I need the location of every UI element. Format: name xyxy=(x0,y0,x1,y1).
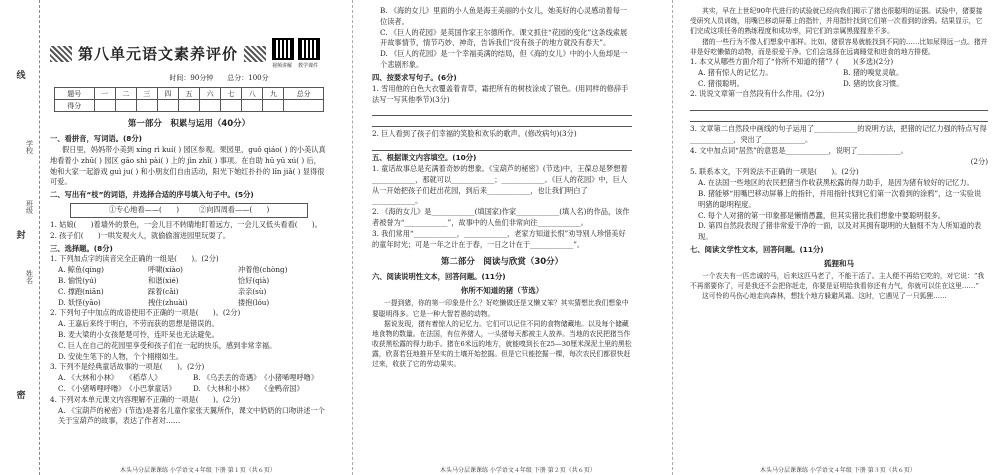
score-cell[interactable] xyxy=(178,100,199,112)
page-divider xyxy=(352,0,353,475)
score-cell[interactable] xyxy=(284,100,324,112)
table-cell: 五 xyxy=(178,88,199,100)
table-cell: 二 xyxy=(115,88,136,100)
part-title: 第二部分 阅读与欣赏（30分） xyxy=(440,257,564,268)
page-footer: 木头马分层课课练 小学语文４年级 下册 第２页（共６页） xyxy=(440,467,596,474)
part-title: 第一部分 积累与运用（40分） xyxy=(127,119,251,130)
question-text: 2. 下列句子中加点的成语使用不正确的一项是( )。(2分) xyxy=(50,308,241,318)
option: 《小巴掌童话》 xyxy=(125,384,176,393)
passage-paragraph: 一提到猪，你的第一印象是什么？好吃懒做还是又懒又笨？其实猜想比我们想象中要聪明得多。它是一种大智若愚的动物。 xyxy=(372,299,629,318)
question-text: 3. 文章第二自然段中画线的句子运用了____________的说明方法，把猪的记忆力强的特点写得____________，突出了____________。 xyxy=(690,124,987,144)
binding-mark-line: 线 xyxy=(14,70,25,79)
option: 亲亲(sù) xyxy=(238,286,267,296)
score-cell[interactable] xyxy=(221,100,242,112)
table-cell: 九 xyxy=(263,88,284,100)
qr-code-icon xyxy=(272,38,294,60)
score-head-row xyxy=(55,88,324,100)
question-heading: 五、根据课文内容填空。(10分) xyxy=(372,153,477,163)
table-cell: 四 xyxy=(157,88,178,100)
page-title: 第八单元语文素养评价 xyxy=(78,45,239,64)
option: A. 猪有惊人的记忆力。 xyxy=(698,67,773,77)
option: C. 每个人对猪的第一印象都是懒惰愚蠢，但其实猪比我们想象中要聪明很多。 xyxy=(698,210,946,220)
option: 《金鸭帝国》 xyxy=(260,384,304,393)
page-footer: 木头马分层课课练 小学语文４年级 下册 第１页（共６页） xyxy=(120,467,276,474)
question-text: 4. 文中加点词“居然”的意思是____________，说明了____________。 xyxy=(690,145,908,155)
question-text: 4. 下列对本单元课文内容理解不正确的一项是( )。(2分) xyxy=(50,394,241,404)
question-text: 3. 我们常用“____________，____________，老家方知道长恨”劝导别人珍惜美好的童年时光；可是一年之计在于春，一日之计在于____________”。 xyxy=(372,228,626,249)
passage-paragraph: 一个农夫有一匹忠诚的马，后来这匹马老了，不能干活了。主人便不再给它吃的，对它说：“我不再需要你了，可是我还不会把你赶走，你要是证明给我看你还有力气，你就可以住在这里……” xyxy=(690,272,985,291)
table-cell: 得分 xyxy=(55,100,95,112)
question-text: 5. 联系本文，下列说法不正确的一项是( )。(2分) xyxy=(690,167,859,177)
option: 和谐(xié) xyxy=(148,276,179,286)
page-1 xyxy=(50,4,328,470)
qr-caption: 视频讲解 xyxy=(272,63,293,69)
option: B. 愉悦(yú) xyxy=(58,276,97,286)
table-cell: 三 xyxy=(136,88,157,100)
question-text: 2. 巨人看到了孩子们幸福的笑脸和欢乐的歌声。(修改病句)(3分) xyxy=(372,129,577,139)
option: 搂抱(lóu) xyxy=(238,297,270,307)
option: B. 《海的女儿》里面的小人鱼是海王美丽的小女儿，她美好的心灵感动着每一位读者。 xyxy=(380,6,628,26)
table-cell: 一 xyxy=(94,88,115,100)
binding-mark-seal: 封 xyxy=(14,230,25,239)
name-label: 姓名 xyxy=(25,270,34,284)
option: 呼啸(xiào) xyxy=(148,265,183,275)
question-heading: 三、选择题。(8分) xyxy=(50,243,113,253)
score-cell[interactable] xyxy=(94,100,115,112)
question-text: 2. 《海的女儿》是____________(填国家)作家____________(填人名)的作品，该作者被誉为“____________”，故事中的人鱼们非常向往____________。 xyxy=(372,207,630,228)
option: D. 第四自然段表现了猪非常爱干净的一面，以及对其拥有聪明的大脑细不为人所知道的表现。 xyxy=(698,221,982,242)
page-3 xyxy=(690,4,988,470)
points-label: (2分) xyxy=(970,156,988,166)
option: A. 王嘉后来终于明白，不劳而获的思想是错误的。 xyxy=(58,319,219,329)
decoration-pattern xyxy=(244,46,266,62)
table-cell: 六 xyxy=(200,88,221,100)
passage-title: 你所不知道的猪（节选） xyxy=(460,286,544,296)
question-text: 假日里，妈妈带小美到 xíng rì kuí( ) 园区参观。果园里，guǒ qiáo( ) 的小美认真地看着小 zhū( ) 园区 gāo shì pài( ) 上的 jìn zhǐ( ) 事项。在自助 hū yū xú( ) 后，她和大家一起游戏 guì ju( ) 和小朋友们自由活动，阳光下她红扑扑的 lǐn jiǎ( ) 显得很可爱。 xyxy=(50,144,326,187)
question-heading: 二、写出有“枝”的词语，并选择合适的序号填入句子中。(5分) xyxy=(50,190,254,200)
option: D. 猪的饮食习惯。 xyxy=(843,78,904,88)
passage-paragraph: 这可怜的马伤心地走向森林，想找个地方躲避风霜。这时，它遇见了一只狐狸…… xyxy=(702,292,947,301)
table-cell: 总分 xyxy=(284,88,324,100)
score-table xyxy=(54,87,324,112)
option: A. 《宝葫芦的秘密》(节选)是著名儿童作家张天翼所作，课文中奶奶的口吻讲述一个关于宝葫芦的故事，表达了作者对…… xyxy=(58,405,325,426)
page-divider xyxy=(672,0,673,475)
binding-gutter xyxy=(0,0,40,475)
option: 踩着(cǎi) xyxy=(148,286,179,296)
option: B. 猪能够“用嘴巴移动屏幕上的指针，并用指针找到它们第一次看到的涂鸦”，这一实验说明猪的聪明程度。 xyxy=(698,188,982,209)
question-heading: 四、按要求写句子。(6分) xyxy=(372,72,457,82)
score-cell[interactable] xyxy=(263,100,284,112)
class-label: 班级 xyxy=(25,200,34,214)
question-text: 1. 雪用他的白色大衣覆盖着青草，霜把所有的树枝涂成了银色。(用同样的修辞手法写一写其他季节)(3分) xyxy=(372,83,629,104)
option: D. 安徒生笔下的人物，个个栩栩如生。 xyxy=(58,351,184,361)
score-cell[interactable] xyxy=(136,100,157,112)
question-text: 1. 本文从哪些方面介绍了“你所不知道的猪”？( )(多选)(2分) xyxy=(690,56,894,66)
option: C. 撑跑(niān) xyxy=(58,286,104,296)
binding-mark-secret: 密 xyxy=(14,390,25,399)
option: A. 鲸鱼(qíng) xyxy=(58,265,104,275)
option-grid xyxy=(50,265,328,308)
answer-line[interactable] xyxy=(372,142,632,151)
question-text: 1. 童话故事总是充满着奇妙的想象。《宝葫芦的秘密》(节选)中，王葆总是梦想着____________，那就可以____________；____________。《巨人的花园》中，巨人从一开始把孩子们赶出花园，到后来____________，也让我们明白了____________。 xyxy=(372,164,628,206)
option: C. 巨人在自己的花园里享受和孩子们在一起的快乐，感到非常幸福。 xyxy=(58,340,277,350)
option: B. 麦大梁的小女孩楚楚可怜，连吓呆也无法避免。 xyxy=(58,330,219,340)
qr-caption: 教学课件 xyxy=(298,63,319,69)
qr-block xyxy=(272,38,320,71)
option: C. 猪很聪明。 xyxy=(698,78,744,88)
header xyxy=(50,38,328,71)
score-row xyxy=(55,100,324,112)
page-footer: 木头马分层课课练 小学语文４年级 下册 第３页（共６页） xyxy=(760,467,916,474)
question-heading: 六、阅读说明性文本，回答问题。(11分) xyxy=(372,272,506,282)
question-text: 1. 姑娘( )着墙外的景色，一会儿目不转睛地盯着远方，一会儿又低头看看( )。 xyxy=(50,219,322,229)
option: A. 在法国一些地区的农民把猪当作收获黑松露的得力助手，是因为猪有较好的记忆力。 xyxy=(698,178,974,188)
passage-paragraph: 其实，早在上世纪90年代进行的试验就已经向我们揭示了猪也很聪明的证据。试验中，猪要接受研究人员训练，用嘴巴移动屏幕上的指针，并用指针找到它们第一次看到的涂鸦。结果显示，它们完成这项任务的熟练程度和成功率，同它们的亲属黑猩猩差不多。 xyxy=(690,7,983,36)
question-heading: 一、看拼音，写词语。(8分) xyxy=(50,134,143,144)
option: D. 《大林和小林》 xyxy=(193,384,254,393)
option: B. 猪的嗅觉灵敏。 xyxy=(843,67,904,77)
option-grid xyxy=(690,68,988,90)
word-box-item: ②向四周看——( ) xyxy=(199,205,270,215)
option-grid xyxy=(50,373,328,395)
option: D. 妖怪(yāo) xyxy=(58,297,101,307)
question-heading: 七、阅读文学性文本，回答问题。(11分) xyxy=(690,244,824,254)
answer-line[interactable] xyxy=(372,107,632,116)
table-cell: 题号 xyxy=(55,88,95,100)
option: B. 《乌丢丢的奇遇》 xyxy=(193,373,261,383)
option: 恰好(qià) xyxy=(238,276,270,286)
option: 冲着他(chòng) xyxy=(238,265,288,275)
passage-paragraph: 猪的一些行为不像人们想象中那样。比如，猪很容易就能找到不同的……比如尿得远一点。猪并非是好吃懒做的动物，而是很爱干净。它们会选择在远离睡觉和进食的地方排便。 xyxy=(690,37,988,56)
option: C. 《小猪唏哩呼噜》 xyxy=(58,384,126,393)
passage-paragraph: 据说发现，猪有着惊人的记忆力。它们可以记住不同的食物储藏地。以及每个储藏地食物的数量。在法国，有位养猪人，一头猪每天都被主人放养。当地的农民把猪当作收获黑松露的得力助手。猪在6米远的地方，就能嗅到长在25—30厘米深泥土里的黑松露，欣喜若狂地推开坚实的土壤开始挖掘。但是它只能挖掘一棵，每次农民们都很快赶过来，收获了它的劳动果实。 xyxy=(372,319,632,369)
answer-line[interactable] xyxy=(690,102,988,111)
qr-code-icon xyxy=(298,38,320,60)
option: 拽住(zhuài) xyxy=(148,297,188,307)
answer-line[interactable] xyxy=(690,113,988,122)
score-cell[interactable] xyxy=(115,100,136,112)
question-text: 2. 说说文章第一自然段有什么作用。(2分) xyxy=(690,89,825,99)
school-label: 学校 xyxy=(25,140,34,154)
score-cell[interactable] xyxy=(157,100,178,112)
question-text: 2. 孩子们( )一哄发观火人，就偷偷溜进园里玩耍了。 xyxy=(50,230,231,240)
option: D. 《巨人的花园》是一个幸福美满的结局，但《海的女儿》中的小人鱼却是一个悲剧形象。 xyxy=(380,49,628,69)
question-text: 1. 下列加点字的读音完全正确的一组是( )。(2分) xyxy=(50,254,219,264)
word-box xyxy=(70,203,308,218)
option: 《稻草人》 xyxy=(125,373,162,383)
answer-line[interactable] xyxy=(372,118,632,127)
question-text: 3. 下列不是经典童话故事的一项是( )。(2分) xyxy=(50,362,205,372)
table-cell: 八 xyxy=(242,88,263,100)
passage-title: 狐狸和马 xyxy=(824,258,854,268)
score-cell[interactable] xyxy=(200,100,221,112)
table-cell: 七 xyxy=(221,88,242,100)
option: 《小猪唏哩呼噜》 xyxy=(260,373,319,383)
option: C. 《巨人的花园》是英国作家王尔德所作。课文抓住“花园的变化”这条线索展开故事情节，情节巧妙、神奇，告诉我们“没有孩子的地方就没有春天”。 xyxy=(380,27,628,48)
page-2 xyxy=(372,4,632,470)
score-cell[interactable] xyxy=(242,100,263,112)
decoration-pattern xyxy=(50,46,72,62)
exam-meta: 时间：90分钟 总分：100分 xyxy=(169,73,269,82)
word-box-item: ①专心地看——( ) xyxy=(108,205,179,215)
option: A. 《大林和小林》 xyxy=(58,373,119,383)
